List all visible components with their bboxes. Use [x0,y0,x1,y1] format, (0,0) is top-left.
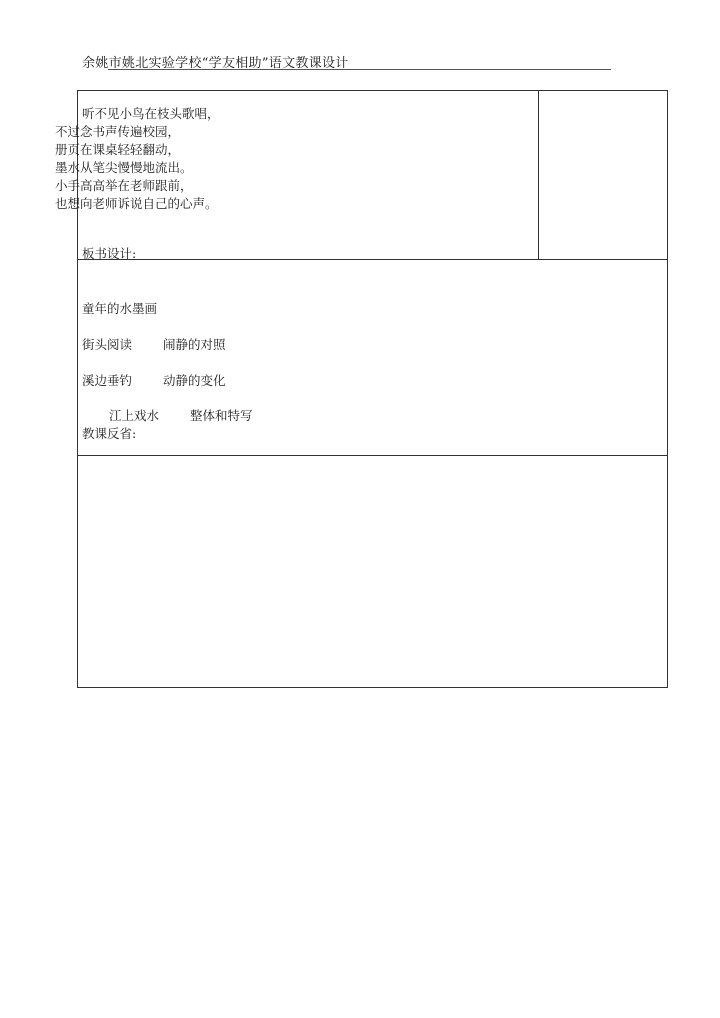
board-row-1 [82,335,226,353]
board-row-3-right: 整体和特写 [190,408,253,423]
board-design-label: 板书设计: [82,246,137,261]
poem-line-1: 听不见小鸟在枝头歌唱， [82,106,220,121]
poem-line-4: 墨水从笔尖慢慢地流出。 [55,160,193,175]
board-row-3 [109,406,253,424]
table-row-divider-1 [77,259,668,260]
board-row-1-left: 街头阅读 [82,337,133,352]
poem-line-5: 小手高高举在老师跟前， [55,178,193,193]
document-header-title: 余姚市姚北实验学校“学友相助”语文教课设计 [82,56,349,71]
reflection-label: 教课反省: [82,426,137,441]
header-underline [108,69,611,70]
board-row-2-right: 动静的变化 [163,373,226,388]
board-row-2 [82,371,226,389]
board-row-1-right: 闹静的对照 [163,337,226,352]
board-title: 童年的水墨画 [82,301,158,316]
poem-line-3: 册页在课桌轻轻翻动， [55,142,181,157]
poem-line-2: 不过念书声传遍校园， [55,124,181,139]
table-row-divider-2 [77,455,668,456]
poem-line-6: 也想向老师诉说自己的心声。 [55,196,218,211]
board-row-3-left: 江上戏水 [109,408,160,423]
board-row-2-left: 溪边垂钓 [82,373,133,388]
table-column-divider [538,90,539,260]
